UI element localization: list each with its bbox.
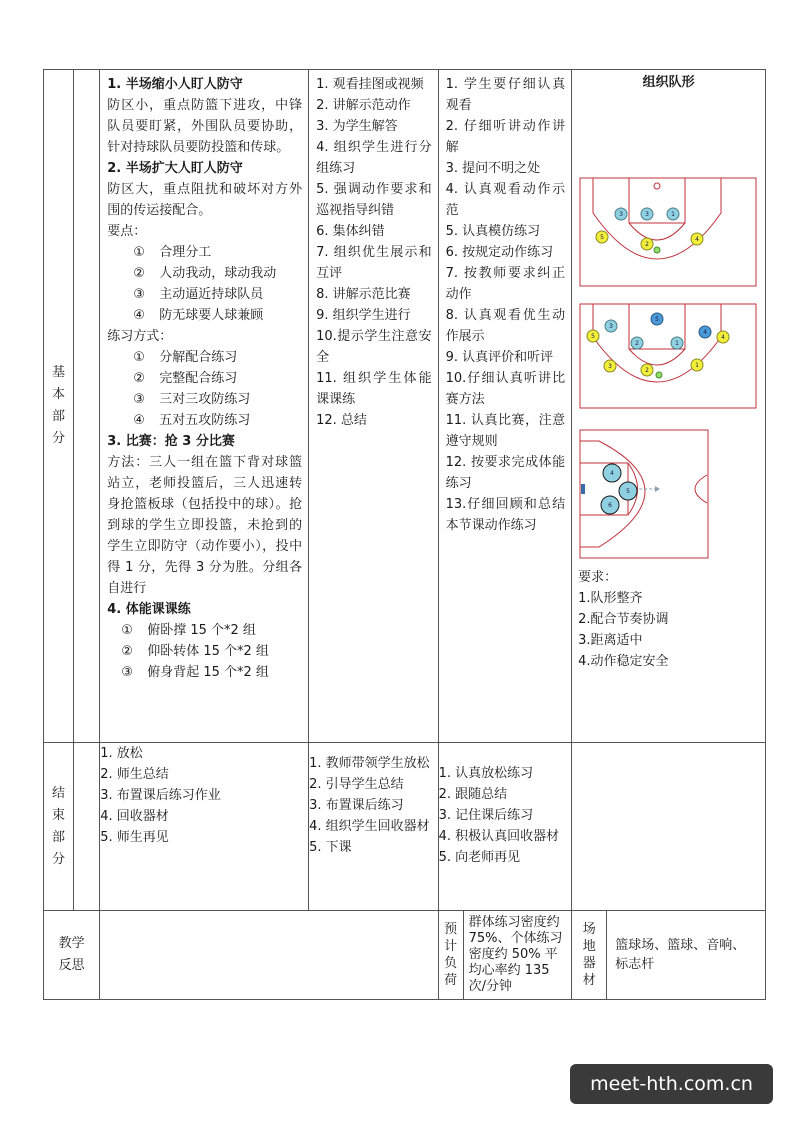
ending-section-label: 结 束 部 分 bbox=[44, 743, 74, 911]
student-item: 11. 认真比赛，注意遵守规则 bbox=[445, 413, 566, 449]
defender-marker bbox=[651, 313, 663, 325]
offense-marker bbox=[717, 331, 729, 343]
svg-text:5: 5 bbox=[591, 333, 596, 340]
basic-teacher-cell bbox=[309, 70, 439, 743]
practice-item: ③ 三对三攻防练习 bbox=[133, 392, 251, 407]
svg-text:2: 2 bbox=[645, 367, 650, 374]
points-title: 要点： bbox=[107, 224, 147, 239]
ending-content-item: 2. 师生总结 bbox=[100, 767, 169, 782]
content-paragraph-1: 防区小，重点防篮下进攻，中锋队员要盯紧，外围队员要协助，针对持球队员要防投篮和传球。 bbox=[107, 98, 303, 155]
offense-marker bbox=[691, 359, 703, 371]
ending-content-item: 4. 回收器材 bbox=[100, 809, 169, 824]
requirements-title: 要求： bbox=[578, 570, 618, 585]
requirement-item: 4.动作稳定安全 bbox=[578, 654, 669, 669]
svg-text:4: 4 bbox=[703, 329, 708, 336]
load-cell bbox=[438, 911, 572, 1000]
requirement-item: 2.配合节奏协调 bbox=[578, 612, 669, 627]
svg-text:1: 1 bbox=[695, 362, 700, 369]
court-boundary bbox=[580, 304, 756, 408]
svg-text:1: 1 bbox=[671, 211, 676, 218]
ending-student-item: 5. 向老师再见 bbox=[438, 850, 521, 865]
half-court-diagram-2 bbox=[579, 303, 757, 409]
venue-label: 场 地 器 材 bbox=[572, 911, 607, 1000]
load-label: 预 计 负 荷 bbox=[439, 911, 464, 999]
backboard-icon bbox=[581, 484, 585, 494]
offense-marker bbox=[641, 364, 653, 376]
svg-text:2: 2 bbox=[645, 241, 650, 248]
ending-blank-column bbox=[74, 743, 100, 911]
ball-icon bbox=[654, 247, 660, 253]
student-item: 8. 认真观看优生动作展示 bbox=[445, 308, 566, 344]
point-item: ④ 防无球要人球兼顾 bbox=[133, 308, 264, 323]
basic-student-cell bbox=[438, 70, 572, 743]
fitness-item: ② 仰卧转体 15 个*2 组 bbox=[121, 644, 269, 659]
point-item: ③ 主动逼近持球队员 bbox=[133, 287, 264, 302]
ball-icon bbox=[656, 372, 662, 378]
fitness-item: ③ 俯身背起 15 个*2 组 bbox=[121, 665, 269, 680]
ending-content-item: 1. 放松 bbox=[100, 746, 143, 761]
basic-content-cell bbox=[100, 70, 309, 743]
svg-text:5: 5 bbox=[600, 234, 605, 241]
svg-text:6: 6 bbox=[608, 502, 613, 509]
content-paragraph-2: 防区大，重点阻扰和破坏对方外围的传运接配合。 bbox=[107, 182, 303, 218]
student-item: 4. 认真观看动作示范 bbox=[445, 182, 566, 218]
ending-section-row bbox=[44, 743, 766, 911]
court-boundary bbox=[580, 178, 756, 286]
requirement-item: 3.距离适中 bbox=[578, 633, 643, 648]
svg-text:3: 3 bbox=[609, 323, 614, 330]
defender-marker bbox=[605, 320, 617, 332]
teacher-item: 8. 讲解示范比赛 bbox=[316, 287, 411, 302]
venue-text: 篮球场、篮球、音响、标志杆 bbox=[607, 911, 766, 1000]
ending-teacher-item: 4. 组织学生回收器材 bbox=[309, 819, 430, 834]
content-heading-2: 2. 半场扩大人盯人防守 bbox=[107, 161, 243, 176]
requirements-block bbox=[572, 567, 765, 672]
svg-text:4: 4 bbox=[610, 470, 615, 477]
student-item: 13.仔细回顾和总结本节课动作练习 bbox=[445, 497, 566, 533]
svg-text:4: 4 bbox=[721, 334, 726, 341]
fitness-item: ① 俯卧撑 15 个*2 组 bbox=[121, 623, 256, 638]
teacher-item: 9. 组织学生进行 bbox=[316, 308, 411, 323]
basic-blank-column bbox=[74, 70, 100, 743]
svg-text:4: 4 bbox=[695, 236, 700, 243]
defender-marker bbox=[671, 337, 683, 349]
reflection-label: 教学 反思 bbox=[44, 911, 100, 1000]
defender-marker bbox=[641, 208, 653, 220]
teacher-item: 5. 强调动作要求和巡视指导纠错 bbox=[316, 182, 432, 218]
practice-item: ① 分解配合练习 bbox=[133, 350, 238, 365]
svg-text:3: 3 bbox=[608, 363, 613, 370]
teacher-item: 10.提示学生注意安全 bbox=[316, 329, 432, 365]
practice-item: ④ 五对五攻防练习 bbox=[133, 413, 251, 428]
practice-item: ② 完整配合练习 bbox=[133, 371, 238, 386]
practice-title: 练习方式： bbox=[107, 329, 173, 344]
ending-student-item: 1. 认真放松练习 bbox=[438, 766, 534, 781]
organization-title: 组织队形 bbox=[642, 75, 695, 90]
ending-student-item: 2. 跟随总结 bbox=[438, 787, 508, 802]
ending-content-item: 3. 布置课后练习作业 bbox=[100, 788, 221, 803]
content-heading-1: 1. 半场缩小人盯人防守 bbox=[107, 77, 243, 92]
half-court-diagram-3 bbox=[579, 429, 709, 559]
reflection-content-cell bbox=[100, 911, 438, 1000]
content-heading-3: 3. 比赛：抢 3 分比赛 bbox=[107, 434, 235, 449]
teacher-item: 12. 总结 bbox=[316, 413, 367, 428]
player-marker bbox=[619, 482, 637, 500]
ending-content-item: 5. 师生再见 bbox=[100, 830, 169, 845]
student-item: 5. 认真模仿练习 bbox=[445, 224, 541, 239]
svg-text:1: 1 bbox=[675, 340, 680, 347]
offense-marker bbox=[587, 330, 599, 342]
student-item: 1. 学生要仔细认真观看 bbox=[445, 77, 566, 113]
teacher-item: 11. 组织学生体能课课练 bbox=[316, 371, 432, 407]
ending-teacher-item: 2. 引导学生总结 bbox=[309, 777, 404, 792]
ending-student-cell bbox=[438, 743, 572, 911]
offense-marker bbox=[641, 238, 653, 250]
ending-teacher-item: 5. 下课 bbox=[309, 840, 352, 855]
ending-student-item: 4. 积极认真回收器材 bbox=[438, 829, 560, 844]
load-text: 群体练习密度约 75%、个体练习密度约 50% 平均心率约 135 次/分钟 bbox=[468, 915, 563, 994]
svg-text:5: 5 bbox=[655, 316, 660, 323]
arrow-head-icon bbox=[655, 486, 660, 492]
content-paragraph-3: 方法：三人一组在篮下背对球篮站立，老师投篮后，三人迅速转身抢篮板球（包括投中的球）。抢到球的学生立即投篮，未抢到的学生立即防守（动作要小），投中得 1 分，先得 3 分为胜。分组各自进行 bbox=[107, 455, 303, 596]
watermark-badge: meet-hth.com.cn bbox=[570, 1064, 773, 1104]
defender-marker bbox=[615, 208, 627, 220]
offense-marker bbox=[691, 233, 703, 245]
teacher-item: 3. 为学生解答 bbox=[316, 119, 398, 134]
ending-teacher-item: 3. 布置课后练习 bbox=[309, 798, 404, 813]
free-throw-arc bbox=[629, 349, 685, 365]
point-item: ② 人动我动，球动我动 bbox=[133, 266, 277, 281]
student-item: 7. 按教师要求纠正动作 bbox=[445, 266, 566, 302]
basic-section-row bbox=[44, 70, 766, 743]
svg-text:3: 3 bbox=[619, 211, 624, 218]
content-heading-4: 4. 体能课课练 bbox=[107, 602, 191, 617]
student-item: 3. 提问不明之处 bbox=[445, 161, 541, 176]
basket-icon bbox=[654, 183, 660, 189]
offense-marker bbox=[604, 360, 616, 372]
defender-marker bbox=[667, 208, 679, 220]
player-marker bbox=[603, 464, 621, 482]
defender-marker bbox=[631, 337, 643, 349]
player-marker bbox=[601, 496, 619, 514]
teacher-item: 1. 观看挂图或视频 bbox=[316, 77, 424, 92]
svg-text:3: 3 bbox=[645, 211, 650, 218]
free-throw-arc bbox=[629, 223, 685, 240]
ending-teacher-item: 1. 教师带领学生放松 bbox=[309, 756, 430, 771]
point-item: ① 合理分工 bbox=[133, 245, 212, 260]
student-item: 9. 认真评价和听评 bbox=[445, 350, 554, 365]
load-inner-table bbox=[439, 911, 572, 999]
student-item: 2. 仔细听讲动作讲解 bbox=[445, 119, 566, 155]
basic-section-label: 基 本 部 分 bbox=[44, 70, 74, 743]
svg-text:2: 2 bbox=[635, 340, 640, 347]
teacher-item: 6. 集体纠错 bbox=[316, 224, 385, 239]
ending-teacher-cell bbox=[309, 743, 439, 911]
court-boundary bbox=[580, 430, 708, 558]
student-item: 12. 按要求完成体能练习 bbox=[445, 455, 566, 491]
defender-marker bbox=[699, 326, 711, 338]
ending-student-item: 3. 记住课后练习 bbox=[438, 808, 534, 823]
teacher-item: 2. 讲解示范动作 bbox=[316, 98, 411, 113]
svg-text:5: 5 bbox=[626, 488, 631, 495]
reflection-row bbox=[44, 911, 766, 1000]
ending-content-cell bbox=[100, 743, 309, 911]
center-circle-arc bbox=[695, 475, 707, 503]
ending-organization-cell bbox=[572, 743, 766, 911]
student-item: 10.仔细认真听讲比赛方法 bbox=[445, 371, 566, 407]
offense-marker bbox=[596, 231, 608, 243]
half-court-diagram-1 bbox=[579, 177, 757, 287]
teacher-item: 7. 组织优生展示和互评 bbox=[316, 245, 432, 281]
student-item: 6. 按规定动作练习 bbox=[445, 245, 554, 260]
basic-organization-cell bbox=[572, 70, 766, 743]
lesson-plan-table bbox=[43, 69, 766, 1000]
teacher-item: 4. 组织学生进行分组练习 bbox=[316, 140, 432, 176]
requirement-item: 1.队形整齐 bbox=[578, 591, 643, 606]
